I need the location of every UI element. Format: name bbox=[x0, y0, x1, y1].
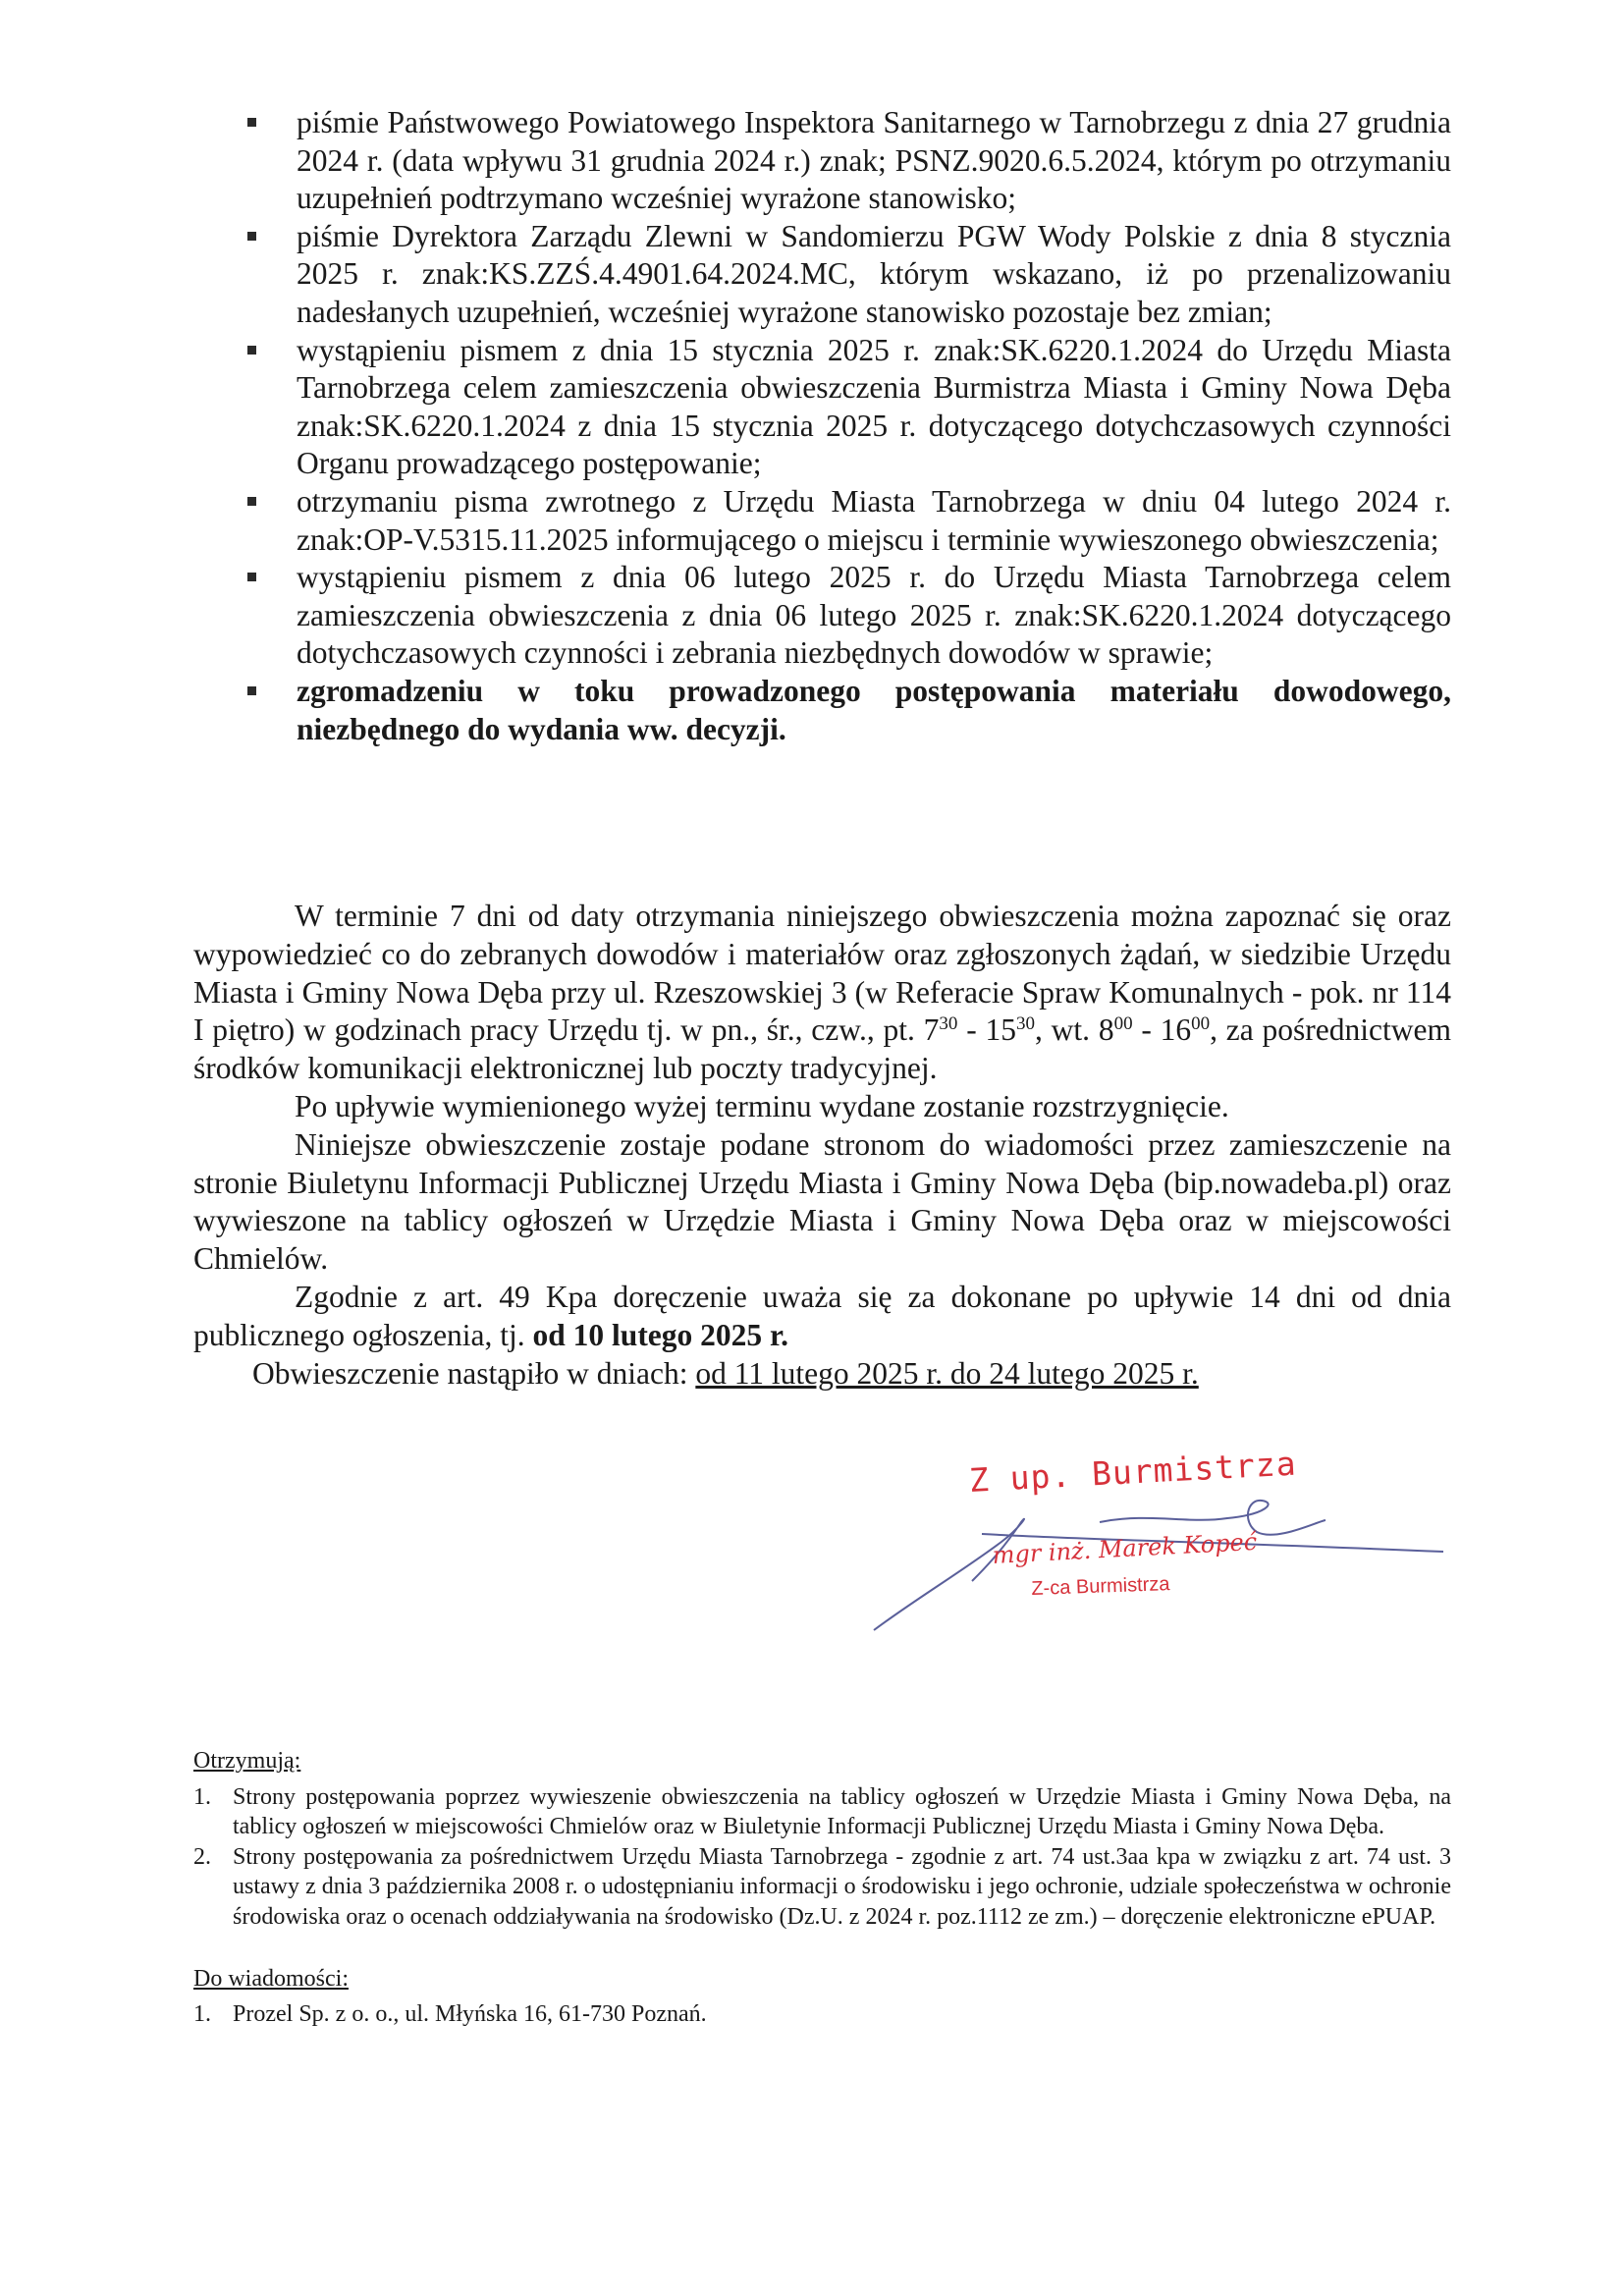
bullet-text: piśmie Państwowego Powiatowego Inspektora Sanitarnego w Tarnobrzegu z dnia 27 grudnia 2024 r. (data wpływu 31 grudnia 2024 r.) znak; PSNZ.9020.6.5.2024, którym po otrzymaniu uzupełnień podtrzymano wcześniej wyrażone stanowisko; bbox=[297, 105, 1451, 216]
paragraph-deadline: W terminie 7 dni od daty otrzymania niniejszego obwieszczenia można zapoznać się oraz wypowiedzieć co do zebranych dowodów i materiałów oraz zgłoszonych żądań, w siedzibie Urzędu Miasta i Gminy Nowa Dęba przy ul. Rzeszowskiej 3 (w Referacie Spraw Komunalnych - pok. nr 114 I piętro) w godzinach pracy Urzędu tj. w pn., śr., czw., pt. $7^{30} - 15^{30}$, wt. $8^{00} - 16^{00}$, za pośrednictwem środków komunikacji elektronicznej lub poczty tradycyjnej. bbox=[193, 899, 1451, 1086]
stamp-title: Z up. Burmistrza bbox=[968, 1444, 1298, 1500]
stamp-role: Z-ca Burmistrza bbox=[1031, 1573, 1170, 1600]
recipients-section bbox=[193, 1746, 1451, 2030]
bullet-text: otrzymaniu pisma zwrotnego z Urzędu Miasta Tarnobrzega w dniu 04 lutego 2024 r. znak:OP-V.5315.11.2025 informującego o miejscu i terminie wywieszonego obwieszczenia; bbox=[297, 483, 1451, 557]
square-bullet-icon bbox=[247, 497, 256, 506]
square-bullet-icon bbox=[247, 346, 256, 355]
recipients-heading: Otrzymują: bbox=[193, 1748, 301, 1774]
paragraph-publication: Niniejsze obwieszczenie zostaje podane stronom do wiadomości przez zamieszczenie na stronie Biuletynu Informacji Publicznej Urzędu Miasta i Gminy Nowa Dęba (bip.nowadeba.pl) oraz wywieszone na tablicy ogłoszeń w Urzędzie Miasta i Gminy Nowa Dęba oraz w miejscowości Chmielów. bbox=[193, 1126, 1451, 1277]
bullet-text: wystąpieniu pismem z dnia 06 lutego 2025 r. do Urzędu Miasta Tarnobrzega celem zamieszczenia obwieszczenia z dnia 06 lutego 2025 r. znak:SK.6220.1.2024 dotyczącego dotychczasowych czynności i zebrania niezbędnych dowodów w sprawie; bbox=[297, 560, 1451, 671]
list-item: 1. Prozel Sp. z o. o., ul. Młyńska 16, 61-730 Poznań. bbox=[193, 2001, 707, 2028]
list-item: 2. Strony postępowania za pośrednictwem Urzędu Miasta Tarnobrzega - zgodnie z art. 74 ust.3aa kpa w związku z art. 74 ust. 3 ustawy z dnia 3 października 2008 r. o udostępnianiu informacji o środowisku i jego ochronie, udziale społeczeństwa w ochronie środowiska oraz o ocenach oddziaływania na środowisko (Dz.U. z 2024 r. poz.1112 ze zm.) – doręczenie elektroniczne ePUAP. bbox=[193, 1843, 1451, 1930]
bullet-text: zgromadzeniu w toku prowadzonego postępowania materiału dowodowego, niezbędnego do wydania ww. decyzji. bbox=[297, 673, 1451, 746]
square-bullet-icon bbox=[247, 118, 256, 127]
stamp-name: mgr inż. Marek Kopeć bbox=[992, 1527, 1258, 1569]
bullet-item bbox=[243, 218, 1451, 332]
cc-list bbox=[193, 1999, 1451, 2030]
posting-period: od 11 lutego 2025 r. do 24 lutego 2025 r. bbox=[695, 1355, 1199, 1391]
bullet-text: wystąpieniu pismem z dnia 15 stycznia 2025 r. znak:SK.6220.1.2024 do Urzędu Miasta Tarnobrzega celem zamieszczenia obwieszczenia Burmistrza Miasta i Gminy Nowa Dęba znak:SK.6220.1.2024 z dnia 15 stycznia 2025 r. dotyczącego dotychczasowych czynności Organu prowadzącego postępowanie; bbox=[297, 332, 1451, 481]
cc-heading: Do wiadomości: bbox=[193, 1965, 349, 1992]
bullet-item bbox=[243, 559, 1451, 673]
list-item: 1. Strony postępowania poprzez wywieszenie obwieszczenia na tablicy ogłoszeń w Urzędzie Miasta i Gminy Nowa Dęba, na tablicy ogłoszeń w miejscowości Chmielów oraz w Biuletynie Informacji Publicznej Urzędu Miasta i Gminy Nowa Dęba. bbox=[193, 1783, 1451, 1840]
paragraph-delivery: Zgodnie z art. 49 Kpa doręczenie uważa się za dokonane po upływie 14 dni od dnia publicznego ogłoszenia, tj. od 10 lutego 2025 r. bbox=[193, 1279, 1451, 1352]
paragraph-decision: Po upływie wymienionego wyżej terminu wydane zostanie rozstrzygnięcie. bbox=[295, 1088, 1229, 1123]
notice-body bbox=[193, 898, 1451, 1393]
bullet-item bbox=[243, 104, 1451, 218]
delivery-date: od 10 lutego 2025 r. bbox=[532, 1317, 789, 1352]
handwritten-signature bbox=[854, 1463, 1463, 1660]
paragraph-period: Obwieszczenie nastąpiło w dniach: od 11 lutego 2025 r. do 24 lutego 2025 r. bbox=[252, 1355, 1199, 1391]
bullet-item bbox=[243, 673, 1451, 748]
bullet-item bbox=[243, 483, 1451, 559]
bullet-item bbox=[243, 332, 1451, 483]
square-bullet-icon bbox=[247, 573, 256, 581]
bullet-text: piśmie Dyrektora Zarządu Zlewni w Sandomierzu PGW Wody Polskie z dnia 8 stycznia 2025 r. znak:KS.ZZŚ.4.4901.64.2024.MC, którym wskazano, iż po przenalizowaniu nadesłanych uzupełnień, wcześniej wyrażone stanowisko pozostaje bez zmian; bbox=[297, 218, 1451, 329]
square-bullet-icon bbox=[247, 232, 256, 241]
square-bullet-icon bbox=[247, 686, 256, 695]
bullet-list bbox=[243, 104, 1451, 748]
recipients-list bbox=[193, 1782, 1451, 1933]
